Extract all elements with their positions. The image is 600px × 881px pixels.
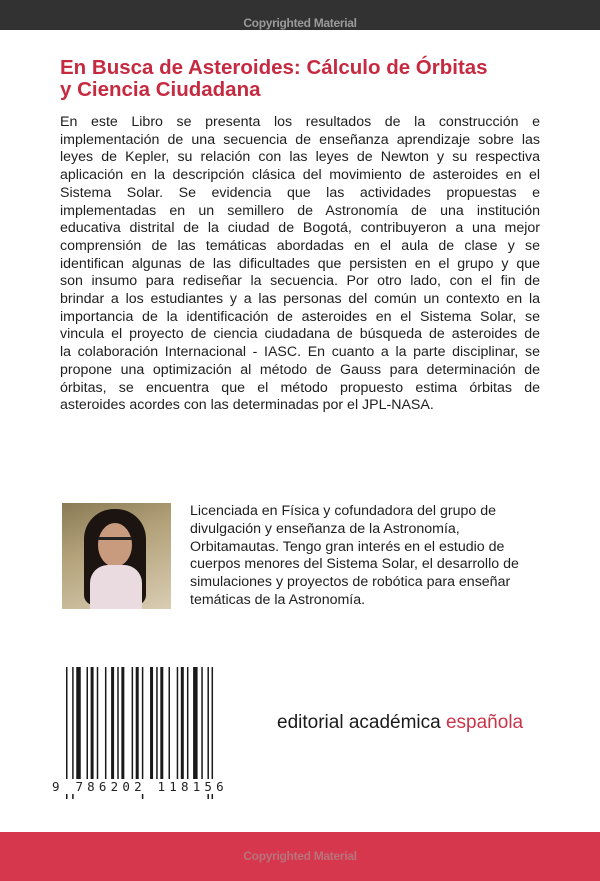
copyright-watermark-top: Copyrighted Material xyxy=(243,16,357,30)
text-line: comprensión de las temáticas abordadas en el aula de clase y se xyxy=(60,237,540,254)
author-photo xyxy=(62,503,171,609)
barcode-bar xyxy=(76,667,81,785)
text-line: temáticas de la Astronomía. xyxy=(190,591,366,608)
text-line: órbitas, se encuentra que el método propuesto estima órbitas de xyxy=(60,379,540,396)
barcode-bar xyxy=(105,667,107,785)
title-line: En Busca de Asteroides: Cálculo de Órbitas xyxy=(60,56,488,79)
text-line: En este Libro se presenta los resultados de la construcción e xyxy=(60,114,540,130)
barcode-bar xyxy=(111,667,114,785)
text-line: leyes de Kepler, su relación con las leyes de Newton y su respectiva xyxy=(60,149,540,166)
text-line: son insumo para rediseñar la secuencia. Por otro lado, con el fin de xyxy=(60,273,540,290)
barcode-bar xyxy=(87,667,89,785)
text-line: implementadas en un semillero de Astronomía de una institución xyxy=(60,202,540,219)
barcode-bar xyxy=(169,667,171,785)
book-description xyxy=(60,114,540,415)
publisher-name: editorial académica xyxy=(277,712,446,733)
text-line: brindar a los estudiantes y a las personas del común un contexto en la xyxy=(60,291,540,308)
barcode-bar xyxy=(187,667,189,785)
barcode-bar xyxy=(156,667,158,785)
barcode-bar xyxy=(201,667,203,785)
publisher-name-accent: española xyxy=(445,712,524,733)
text-line: asteroides acordes con las determinadas por el JPL-NASA. xyxy=(60,397,434,414)
barcode-bar xyxy=(117,667,119,785)
barcode-bar xyxy=(136,667,139,785)
barcode-bar xyxy=(181,667,184,785)
text-line: identifican algunas de las dificultades que persisten en el grupo y que xyxy=(60,255,540,272)
text-line: Sistema Solar. Se evidencia que las actividades propuestas e xyxy=(60,184,540,201)
barcode-bar xyxy=(177,667,179,785)
text-line: divulgación y enseñanza de la Astronomía, xyxy=(190,520,460,537)
publisher-logo xyxy=(277,712,523,734)
text-line: vincula el proyecto de ciencia ciudadana de búsqueda de asteroides de xyxy=(60,326,540,343)
title-line: y Ciencia Ciudadana xyxy=(60,78,261,101)
text-line: Licenciada en Física y cofundadora del grupo de xyxy=(190,503,497,519)
barcode-bar xyxy=(193,667,198,785)
isbn-digits: 9 786202 118156 xyxy=(52,779,228,794)
barcode-bar xyxy=(97,667,99,785)
barcode-bar xyxy=(132,667,134,785)
text-line: aplicación en la descripción clásica del movimiento de asteroides en el xyxy=(60,167,540,184)
barcode-bar xyxy=(121,667,124,785)
text-line: implementación de una secuencia de enseñanza aprendizaje sobre las xyxy=(60,131,540,148)
text-line: propone una optimización al método de Gauss para determinación de xyxy=(60,361,540,378)
text-line: la colaboración Internacional - IASC. En cuanto a la parte disciplinar, se xyxy=(60,344,540,361)
copyright-watermark-bottom: Copyrighted Material xyxy=(243,849,357,863)
text-line: importancia de la identificación de asteroides en el Sistema Solar, se xyxy=(60,308,540,325)
text-line: simulaciones y proyectos de robótica para enseñar xyxy=(190,574,511,591)
book-title xyxy=(60,57,560,101)
text-line: educativa distrital de la ciudad de Bogotá, contribuyeron a una mejor xyxy=(60,220,540,237)
barcode-bar xyxy=(150,667,153,785)
barcode-bar xyxy=(91,667,94,785)
author-bio xyxy=(190,503,550,610)
barcode-bar xyxy=(160,667,163,785)
text-line: cuerpos menores del Sistema Solar, el desarrollo de xyxy=(190,556,519,573)
text-line: Orbitamautas. Tengo gran interés en el estudio de xyxy=(190,538,505,555)
